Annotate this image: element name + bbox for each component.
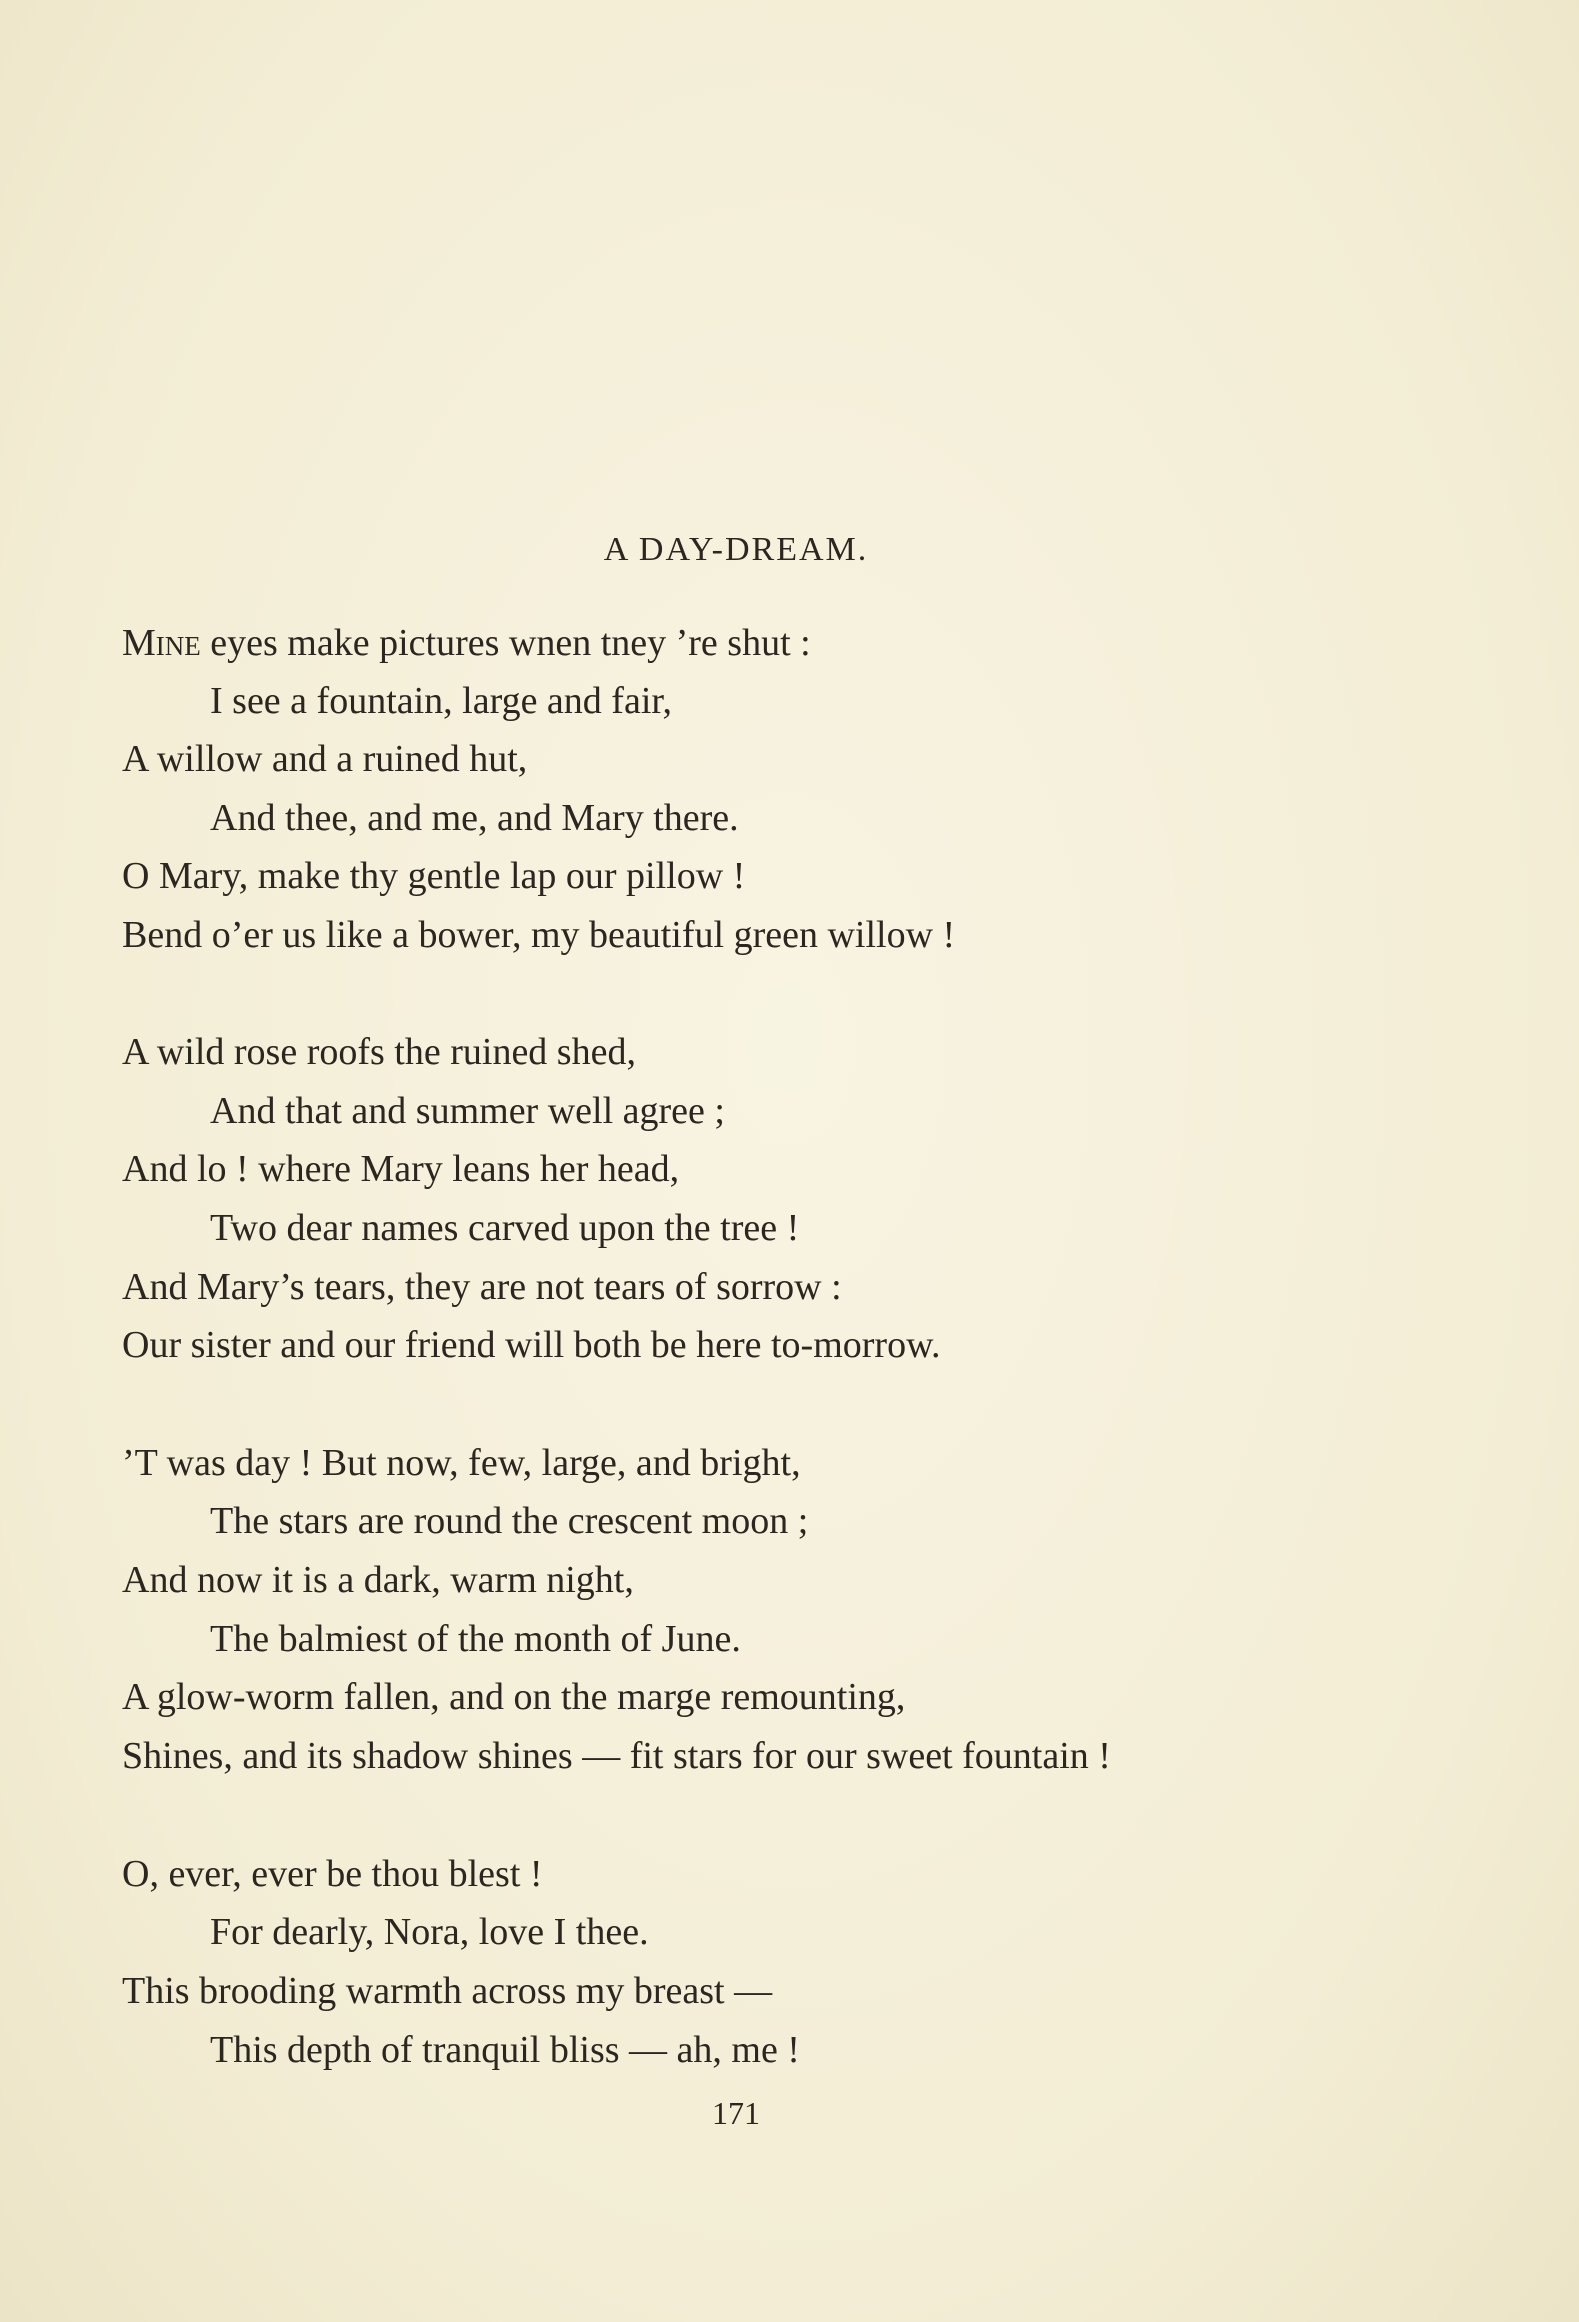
poem-line: For dearly, Nora, love I thee. xyxy=(210,1911,649,1953)
drop-cap-word: Mine xyxy=(122,622,201,664)
poem-line: And now it is a dark, warm night, xyxy=(122,1559,634,1601)
poem-line: O, ever, ever be thou blest ! xyxy=(122,1853,543,1895)
poem-line: The stars are round the crescent moon ; xyxy=(210,1500,809,1542)
page-number: 171 xyxy=(712,2095,760,2131)
poem-line: O Mary, make thy gentle lap our pillow ! xyxy=(122,855,746,897)
poem-line: And lo ! where Mary leans her head, xyxy=(122,1148,680,1190)
poem-line: This depth of tranquil bliss — ah, me ! xyxy=(210,2029,800,2071)
poem-line: And Mary’s tears, they are not tears of sorrow : xyxy=(122,1266,842,1308)
poem-line: A willow and a ruined hut, xyxy=(122,738,528,780)
poem-line: Shines, and its shadow shines — fit stars for our sweet fountain ! xyxy=(122,1735,1111,1777)
poem-line: The balmiest of the month of June. xyxy=(210,1618,741,1660)
poem-line: Mine eyes make pictures wnen tney ’re shut : xyxy=(122,622,811,664)
poem-line: Two dear names carved upon the tree ! xyxy=(210,1207,800,1249)
poem-line: A wild rose roofs the ruined shed, xyxy=(122,1031,636,1073)
poem-line: And thee, and me, and Mary there. xyxy=(210,797,739,839)
poem-line: And that and summer well agree ; xyxy=(210,1090,725,1132)
poem-line: ’T was day ! But now, few, large, and bright, xyxy=(122,1442,801,1484)
poem-line: A glow-worm fallen, and on the marge remounting, xyxy=(122,1676,906,1718)
poem-line: This brooding warmth across my breast — xyxy=(122,1970,773,2012)
poem-line: I see a fountain, large and fair, xyxy=(210,680,673,722)
poem-line: Bend o’er us like a bower, my beautiful green willow ! xyxy=(122,914,956,956)
poem-title: A DAY-DREAM. xyxy=(603,531,869,568)
poem-line: Our sister and our friend will both be here to-morrow. xyxy=(122,1324,941,1366)
